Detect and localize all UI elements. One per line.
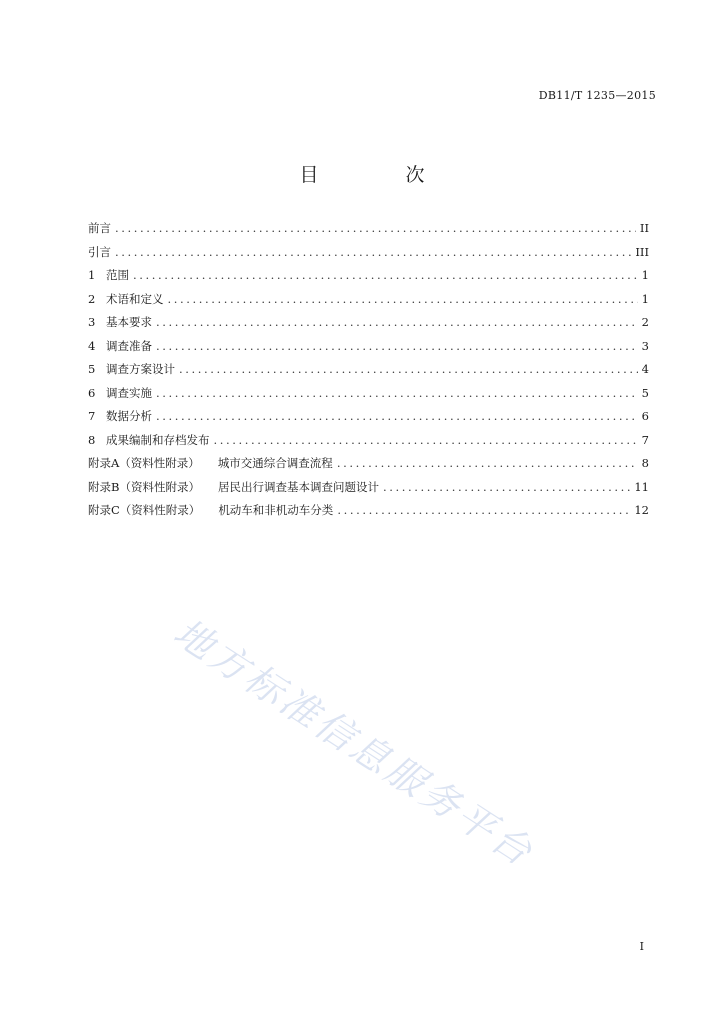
toc-leader-dots [337,452,638,476]
toc-entry-7[interactable] [88,405,649,429]
toc-entry-page: 5 [641,385,649,400]
toc-entry-label: 居民出行调查基本调查问题设计 [217,479,379,494]
toc-entry-number: 5 [88,362,96,376]
toc-leader-dots [156,382,638,406]
toc-entry-label: 前言 [88,221,111,235]
toc-entry-label: 基本要求 [106,315,152,329]
toc-entry-page: 3 [641,338,649,353]
toc-appendix-a[interactable] [88,452,649,476]
toc-leader-dots [168,288,638,312]
toc-leader-dots [156,335,638,359]
toc-entry-label: 术语和定义 [106,291,164,306]
toc-entry-8[interactable] [88,429,649,453]
toc-entry-page: II [639,221,649,235]
toc-leader-dots [156,405,638,429]
toc-leader-dots [337,499,630,523]
toc-entry-number: 8 [88,432,96,447]
toc-leader-dots [133,264,638,288]
toc-entry-number: 3 [88,315,96,329]
toc-entry-3[interactable] [88,311,649,335]
toc-entry-page: 7 [641,432,649,447]
toc-entry-page: 4 [641,362,649,376]
toc-entry-number: 1 [88,268,96,282]
toc-entry-label: 机动车和非机动车分类 [218,503,334,517]
watermark: 地方标准信息服务平台 [166,609,543,876]
page-number: I [639,940,644,953]
toc-entry-page: 1 [641,268,649,282]
toc-entry-label: 调查准备 [106,338,152,353]
table-of-contents [88,217,649,523]
toc-appendix-c[interactable] [88,499,649,523]
toc-appendix-prefix: 附录A（资料性附录） [88,456,200,470]
toc-entry-4[interactable] [88,335,649,359]
toc-appendix-prefix: 附录C（资料性附录） [88,503,201,517]
toc-entry-page: 8 [641,456,649,470]
toc-entry-page: 11 [634,479,649,494]
toc-entry-label: 调查方案设计 [106,362,175,376]
toc-entry-page: III [635,244,649,259]
toc-entry-label: 调查实施 [106,385,152,400]
toc-entry-1[interactable] [88,264,649,288]
document-code: DB11/T 1235—2015 [538,89,656,102]
toc-entry-label: 城市交通综合调查流程 [217,456,333,470]
toc-entry-page: 1 [641,291,649,306]
toc-entry-introduction[interactable] [88,241,649,265]
toc-entry-foreword[interactable] [88,217,649,241]
toc-entry-5[interactable] [88,358,649,382]
toc-leader-dots [156,311,638,335]
toc-entry-label: 范围 [106,268,129,282]
toc-entry-number: 6 [88,385,96,400]
toc-entry-page: 2 [641,315,649,329]
toc-entry-number: 7 [88,409,96,423]
toc-entry-2[interactable] [88,288,649,312]
toc-entry-page: 6 [641,409,649,423]
toc-leader-dots [115,217,636,241]
toc-appendix-b[interactable] [88,476,649,500]
toc-leader-dots [179,358,638,382]
toc-entry-number: 2 [88,291,96,306]
toc-entry-label: 成果编制和存档发布 [106,432,210,447]
toc-entry-number: 4 [88,338,96,353]
toc-leader-dots [214,429,638,453]
toc-entry-page: 12 [634,503,649,517]
toc-title: 目 次 [299,164,459,186]
toc-entry-label: 数据分析 [106,409,152,423]
toc-appendix-prefix: 附录B（资料性附录） [88,479,200,494]
toc-entry-label: 引言 [88,244,111,259]
toc-leader-dots [115,241,631,265]
toc-leader-dots [383,476,630,500]
toc-entry-6[interactable] [88,382,649,406]
